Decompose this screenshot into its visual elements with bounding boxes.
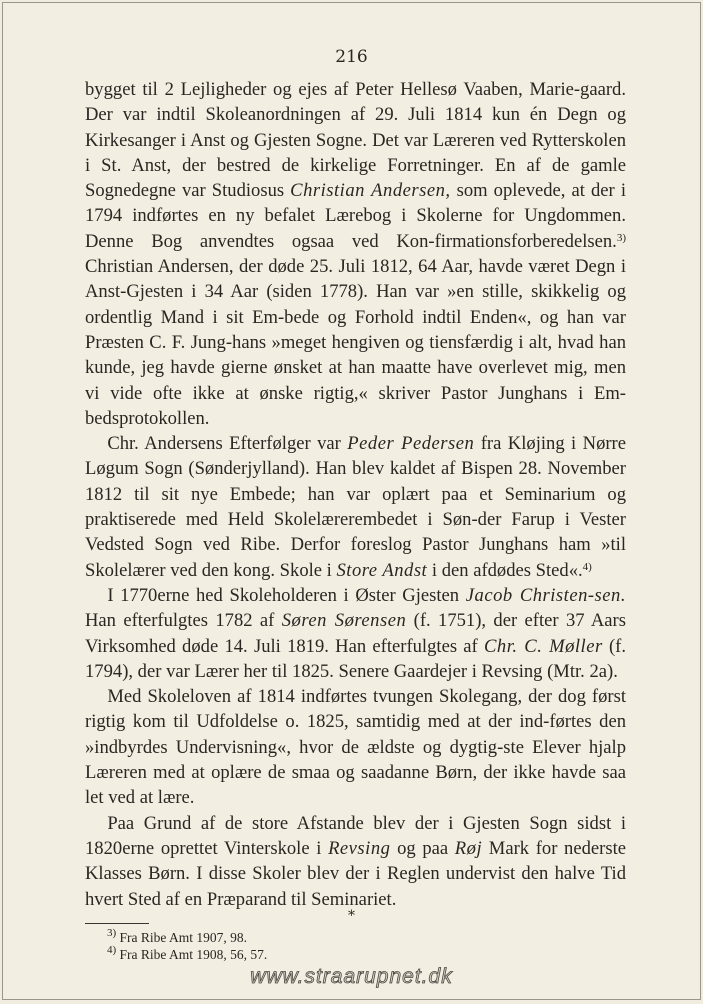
footnote-reference: 4) — [582, 560, 592, 573]
italic-name: Christian Andersen, — [290, 180, 451, 202]
text-run: (f. 1794), der var Lærer her til 1825. Senere Gaardejer i Revsing (Mtr. 2a). — [85, 635, 626, 682]
text-run: som oplevede, at der i 1794 indførtes en ny befalet Lærebog i Skolerne for Ungdommen. Denne Bog anvendtes ogsaa ved Kon-firmationsforberedelsen. — [85, 180, 626, 252]
section-separator: * — [348, 908, 355, 924]
text-run: i den afdødes Sted«. — [427, 559, 583, 581]
text-run: (f. 1751), der efter 37 Aars Virksomhed døde 14. Juli 1819. Han efterfulgtes af — [85, 610, 626, 657]
footnote-text: Fra Ribe Amt 1908, 56, 57. — [119, 947, 268, 962]
document-page — [2, 2, 701, 1000]
text-run: Christian Andersen, der døde 25. Juli 1812, 64 Aar, havde været Degn i Anst-Gjesten i 34 Aar (siden 1778). Han var »en stille, skikkelig og ordentlig Mand i sit Em-bede og Forhold indtil Enden«, og han var Præsten C. F. Jung-hans »meget hengiven og tiensfærdig i alt, hvad han kunde, jeg havde gierne ønsket at han maatte have overlevet mig, men vi vide ofte ikke at ønske rigtig,« skriver Pastor Junghans i Em-bedsprotokollen. — [85, 256, 626, 429]
footnote-text: Fra Ribe Amt 1907, 98. — [119, 930, 248, 945]
italic-name: Søren Sørensen — [281, 610, 407, 632]
footnote-mark: 4) — [107, 944, 117, 956]
website-watermark: www.straarupnet.dk — [250, 965, 453, 988]
text-run: Chr. Andersens Efterfølger var — [107, 433, 348, 455]
paragraph — [85, 431, 626, 583]
text-run: Med Skoleloven af 1814 indførtes tvungen Skolegang, der dog først rigtig kom til Udfoldelse o. 1825, samtidig med at der ind-førtes den »indbyrdes Undervisning«, hvor de ældste og dygtig-ste Elever hjalp Læreren med at oplære de smaa og saadanne Børn, der ikke havde saa let ved at lære. — [85, 686, 626, 809]
text-run: I 1770erne hed Skoleholderen i Øster Gjesten — [107, 584, 466, 606]
footnotes — [107, 929, 267, 963]
paragraph — [85, 583, 626, 684]
footnote-reference: 3) — [616, 231, 626, 244]
italic-name: Peder Pedersen — [347, 433, 475, 455]
footnote-3 — [107, 929, 267, 946]
italic-name: Jacob Christen-sen. — [465, 584, 626, 606]
text-run: Paa Grund af de store Afstande blev der i Gjesten Sogn sidst i 1820erne oprettet Vinterskole i — [85, 812, 626, 859]
text-run: fra Kløjing i Nørre Løgum Sogn (Sønderjylland). Han blev kaldet af Bispen 28. November 1812 til sit nye Embede; han var oplært paa et Seminarium og praktiserede med Held Skolelærerembedet i Søn-der Farup i Vester Vedsted Sogn ved Ribe. Derfor foreslog Pastor Junghans ham »til Skolelærer ved den kong. Skole i — [85, 433, 626, 581]
footnote-4 — [107, 946, 267, 963]
text-run: bygget til 2 Lejligheder og ejes af Peter Hellesø Vaaben, Marie-gaard. Der var indtil Skoleanordningen af 29. Juli 1814 kun én Degn og Kirkesanger i Anst og Gjesten Sogne. Det var Læreren ved Rytterskolen i St. Anst, der bestred de kirkelige Forretninger. En af de gamle Sognedegne var Studiosus — [85, 79, 626, 202]
page-number: 216 — [335, 47, 368, 67]
text-run: Han efterfulgtes 1782 af — [85, 610, 282, 632]
paragraph — [85, 811, 626, 912]
text-run: og paa — [390, 837, 455, 859]
paragraph — [85, 77, 626, 431]
paragraph — [85, 684, 626, 810]
italic-name: Store Andst — [336, 559, 428, 581]
italic-name: Chr. C. Møller — [484, 635, 603, 657]
body-text — [85, 77, 626, 912]
italic-name: Revsing — [328, 837, 391, 859]
text-run: Mark for nederste Klasses Børn. I disse Skoler blev der i Reglen undervist den halve Tid hvert Sted af en Præparand til Seminariet. — [85, 837, 626, 910]
footnote-rule — [85, 923, 149, 924]
italic-name: Røj — [454, 837, 483, 859]
footnote-mark: 3) — [107, 927, 117, 939]
